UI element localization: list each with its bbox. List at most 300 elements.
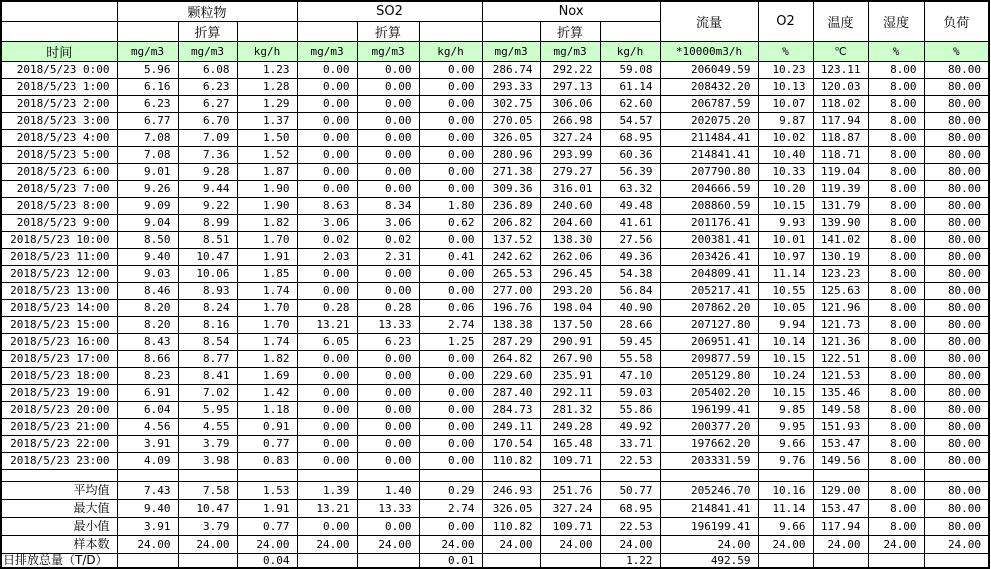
header-row-groups bbox=[1, 1, 989, 22]
value-cell: 56.84 bbox=[600, 283, 660, 300]
value-cell: 277.00 bbox=[482, 283, 540, 300]
value-cell: 1.70 bbox=[237, 300, 297, 317]
value-cell: 293.99 bbox=[540, 147, 600, 164]
time-cell: 2018/5/23 17:00 bbox=[1, 351, 117, 368]
value-cell: 0.28 bbox=[357, 300, 419, 317]
table-row bbox=[1, 453, 989, 470]
value-cell: 2.31 bbox=[357, 249, 419, 266]
value-cell: 139.90 bbox=[813, 215, 868, 232]
value-cell: 63.32 bbox=[600, 181, 660, 198]
value-cell: 7.58 bbox=[178, 482, 237, 500]
value-cell: 0.00 bbox=[297, 283, 357, 300]
value-cell: 10.02 bbox=[758, 130, 813, 147]
value-cell: 211484.41 bbox=[660, 130, 758, 147]
time-cell: 2018/5/23 23:00 bbox=[1, 453, 117, 470]
value-cell: 165.48 bbox=[540, 436, 600, 453]
value-cell: 109.71 bbox=[540, 518, 600, 536]
unit-cell: mg/m3 bbox=[482, 42, 540, 62]
value-cell: 10.47 bbox=[178, 249, 237, 266]
value-cell: 249.11 bbox=[482, 419, 540, 436]
summary-row bbox=[1, 500, 989, 518]
value-cell: 9.93 bbox=[758, 215, 813, 232]
value-cell: 117.94 bbox=[813, 113, 868, 130]
value-cell: 80.00 bbox=[924, 164, 989, 181]
empty-cell bbox=[758, 470, 813, 482]
value-cell: 0.00 bbox=[297, 453, 357, 470]
value-cell: 0.00 bbox=[419, 113, 482, 130]
value-cell: 80.00 bbox=[924, 215, 989, 232]
value-cell: 3.91 bbox=[117, 518, 178, 536]
value-cell: 7.02 bbox=[178, 385, 237, 402]
header-humidity: 湿度 bbox=[868, 1, 924, 42]
value-cell: 492.59 bbox=[660, 554, 758, 569]
value-cell: 80.00 bbox=[924, 181, 989, 198]
value-cell: 200377.20 bbox=[660, 419, 758, 436]
value-cell: 0.06 bbox=[419, 300, 482, 317]
value-cell: 0.00 bbox=[419, 368, 482, 385]
unit-cell: kg/h bbox=[237, 42, 297, 62]
value-cell: 80.00 bbox=[924, 283, 989, 300]
value-cell: 0.00 bbox=[419, 402, 482, 419]
value-cell: 24.00 bbox=[357, 536, 419, 554]
value-cell: 0.00 bbox=[419, 147, 482, 164]
value-cell: 196199.41 bbox=[660, 402, 758, 419]
value-cell: 8.77 bbox=[178, 351, 237, 368]
value-cell: 8.23 bbox=[117, 368, 178, 385]
value-cell: 1.90 bbox=[237, 198, 297, 215]
value-cell: 6.23 bbox=[178, 79, 237, 96]
value-cell: 0.28 bbox=[297, 300, 357, 317]
value-cell: 61.14 bbox=[600, 79, 660, 96]
value-cell: 28.66 bbox=[600, 317, 660, 334]
value-cell: 1.18 bbox=[237, 402, 297, 419]
value-cell: 10.05 bbox=[758, 300, 813, 317]
value-cell: 8.00 bbox=[868, 518, 924, 536]
daily-total-row bbox=[1, 554, 989, 569]
value-cell: 6.23 bbox=[357, 334, 419, 351]
value-cell: 0.00 bbox=[357, 419, 419, 436]
value-cell: 49.48 bbox=[600, 198, 660, 215]
summary-label: 最大值 bbox=[1, 500, 117, 518]
value-cell: 8.00 bbox=[868, 368, 924, 385]
value-cell: 206.82 bbox=[482, 215, 540, 232]
value-cell: 8.00 bbox=[868, 181, 924, 198]
value-cell: 0.02 bbox=[297, 232, 357, 249]
value-cell: 0.00 bbox=[297, 130, 357, 147]
value-cell: 6.27 bbox=[178, 96, 237, 113]
value-cell: 80.00 bbox=[924, 317, 989, 334]
value-cell: 13.33 bbox=[357, 500, 419, 518]
value-cell: 1.91 bbox=[237, 500, 297, 518]
value-cell: 8.00 bbox=[868, 500, 924, 518]
empty-header-cell bbox=[297, 22, 357, 42]
value-cell: 293.33 bbox=[482, 79, 540, 96]
value-cell: 80.00 bbox=[924, 500, 989, 518]
value-cell: 1.28 bbox=[237, 79, 297, 96]
time-cell: 2018/5/23 10:00 bbox=[1, 232, 117, 249]
value-cell: 0.00 bbox=[357, 351, 419, 368]
value-cell: 7.09 bbox=[178, 130, 237, 147]
value-cell: 1.53 bbox=[237, 482, 297, 500]
value-cell bbox=[540, 554, 600, 569]
value-cell: 10.15 bbox=[758, 198, 813, 215]
value-cell: 149.58 bbox=[813, 402, 868, 419]
value-cell: 0.00 bbox=[297, 79, 357, 96]
value-cell: 1.82 bbox=[237, 215, 297, 232]
value-cell: 8.00 bbox=[868, 232, 924, 249]
time-cell: 2018/5/23 0:00 bbox=[1, 62, 117, 79]
value-cell: 0.02 bbox=[357, 232, 419, 249]
value-cell: 0.91 bbox=[237, 419, 297, 436]
value-cell: 1.70 bbox=[237, 232, 297, 249]
value-cell: 4.09 bbox=[117, 453, 178, 470]
value-cell: 131.79 bbox=[813, 198, 868, 215]
value-cell: 264.82 bbox=[482, 351, 540, 368]
value-cell: 59.45 bbox=[600, 334, 660, 351]
value-cell: 49.36 bbox=[600, 249, 660, 266]
value-cell: 10.40 bbox=[758, 147, 813, 164]
empty-cell bbox=[419, 470, 482, 482]
value-cell: 8.99 bbox=[178, 215, 237, 232]
value-cell: 8.00 bbox=[868, 453, 924, 470]
value-cell: 0.00 bbox=[419, 266, 482, 283]
value-cell: 1.74 bbox=[237, 283, 297, 300]
value-cell: 123.23 bbox=[813, 266, 868, 283]
value-cell: 3.06 bbox=[297, 215, 357, 232]
table-row bbox=[1, 317, 989, 334]
value-cell: 246.93 bbox=[482, 482, 540, 500]
value-cell: 204666.59 bbox=[660, 181, 758, 198]
value-cell: 138.38 bbox=[482, 317, 540, 334]
value-cell: 207127.80 bbox=[660, 317, 758, 334]
value-cell: 292.22 bbox=[540, 62, 600, 79]
value-cell: 80.00 bbox=[924, 334, 989, 351]
table-row bbox=[1, 266, 989, 283]
value-cell: 80.00 bbox=[924, 300, 989, 317]
empty-cell bbox=[482, 470, 540, 482]
value-cell: 290.91 bbox=[540, 334, 600, 351]
time-cell: 2018/5/23 22:00 bbox=[1, 436, 117, 453]
table-row bbox=[1, 385, 989, 402]
value-cell: 284.73 bbox=[482, 402, 540, 419]
value-cell: 1.70 bbox=[237, 317, 297, 334]
time-cell: 2018/5/23 9:00 bbox=[1, 215, 117, 232]
value-cell: 0.83 bbox=[237, 453, 297, 470]
value-cell: 0.00 bbox=[419, 62, 482, 79]
value-cell: 236.89 bbox=[482, 198, 540, 215]
value-cell: 55.86 bbox=[600, 402, 660, 419]
value-cell: 0.00 bbox=[297, 368, 357, 385]
table-row bbox=[1, 368, 989, 385]
table-row bbox=[1, 419, 989, 436]
value-cell: 8.00 bbox=[868, 164, 924, 181]
unit-cell: mg/m3 bbox=[117, 42, 178, 62]
value-cell: 5.95 bbox=[178, 402, 237, 419]
value-cell: 327.24 bbox=[540, 500, 600, 518]
value-cell: 8.20 bbox=[117, 317, 178, 334]
value-cell: 0.00 bbox=[357, 518, 419, 536]
unit-cell: mg/m3 bbox=[540, 42, 600, 62]
converted-header-particulate: 折算 bbox=[178, 22, 237, 42]
value-cell: 1.40 bbox=[357, 482, 419, 500]
value-cell: 11.14 bbox=[758, 500, 813, 518]
value-cell: 0.77 bbox=[237, 518, 297, 536]
value-cell: 1.52 bbox=[237, 147, 297, 164]
value-cell: 9.94 bbox=[758, 317, 813, 334]
value-cell: 13.21 bbox=[297, 317, 357, 334]
value-cell: 6.77 bbox=[117, 113, 178, 130]
value-cell: 0.00 bbox=[357, 436, 419, 453]
value-cell: 309.36 bbox=[482, 181, 540, 198]
value-cell: 9.01 bbox=[117, 164, 178, 181]
value-cell: 121.73 bbox=[813, 317, 868, 334]
value-cell: 10.97 bbox=[758, 249, 813, 266]
value-cell: 0.00 bbox=[357, 96, 419, 113]
value-cell: 6.08 bbox=[178, 62, 237, 79]
value-cell bbox=[813, 554, 868, 569]
value-cell: 8.50 bbox=[117, 232, 178, 249]
value-cell: 0.00 bbox=[357, 402, 419, 419]
empty-header-cell bbox=[419, 22, 482, 42]
value-cell: 8.00 bbox=[868, 402, 924, 419]
value-cell: 286.74 bbox=[482, 62, 540, 79]
value-cell: 80.00 bbox=[924, 130, 989, 147]
value-cell: 125.63 bbox=[813, 283, 868, 300]
value-cell: 0.00 bbox=[297, 181, 357, 198]
value-cell: 287.40 bbox=[482, 385, 540, 402]
time-cell: 2018/5/23 18:00 bbox=[1, 368, 117, 385]
value-cell: 137.50 bbox=[540, 317, 600, 334]
value-cell: 80.00 bbox=[924, 79, 989, 96]
value-cell: 8.41 bbox=[178, 368, 237, 385]
value-cell: 0.00 bbox=[357, 62, 419, 79]
value-cell: 0.00 bbox=[419, 351, 482, 368]
value-cell: 5.96 bbox=[117, 62, 178, 79]
value-cell: 203426.41 bbox=[660, 249, 758, 266]
empty-cell bbox=[1, 470, 117, 482]
value-cell: 0.00 bbox=[297, 147, 357, 164]
value-cell: 80.00 bbox=[924, 96, 989, 113]
time-cell: 2018/5/23 11:00 bbox=[1, 249, 117, 266]
value-cell: 130.19 bbox=[813, 249, 868, 266]
value-cell: 1.74 bbox=[237, 334, 297, 351]
value-cell: 4.56 bbox=[117, 419, 178, 436]
value-cell: 8.93 bbox=[178, 283, 237, 300]
summary-label: 日排放总量（T/D） bbox=[1, 554, 117, 569]
empty-cell bbox=[357, 470, 419, 482]
value-cell: 8.00 bbox=[868, 62, 924, 79]
value-cell: 1.50 bbox=[237, 130, 297, 147]
value-cell: 22.53 bbox=[600, 453, 660, 470]
value-cell: 251.76 bbox=[540, 482, 600, 500]
value-cell: 1.87 bbox=[237, 164, 297, 181]
value-cell: 281.32 bbox=[540, 402, 600, 419]
value-cell: 80.00 bbox=[924, 368, 989, 385]
value-cell: 8.43 bbox=[117, 334, 178, 351]
value-cell: 0.00 bbox=[357, 164, 419, 181]
value-cell: 24.00 bbox=[237, 536, 297, 554]
value-cell: 0.00 bbox=[357, 113, 419, 130]
value-cell: 80.00 bbox=[924, 419, 989, 436]
empty-cell bbox=[600, 470, 660, 482]
time-cell: 2018/5/23 8:00 bbox=[1, 198, 117, 215]
value-cell bbox=[758, 554, 813, 569]
value-cell: 141.02 bbox=[813, 232, 868, 249]
value-cell: 118.87 bbox=[813, 130, 868, 147]
value-cell: 208860.59 bbox=[660, 198, 758, 215]
group-header-nox: Nox bbox=[482, 1, 660, 22]
value-cell: 6.70 bbox=[178, 113, 237, 130]
value-cell: 9.26 bbox=[117, 181, 178, 198]
value-cell: 47.10 bbox=[600, 368, 660, 385]
value-cell: 0.62 bbox=[419, 215, 482, 232]
corner-cell bbox=[1, 1, 117, 22]
summary-label: 最小值 bbox=[1, 518, 117, 536]
time-cell: 2018/5/23 20:00 bbox=[1, 402, 117, 419]
value-cell: 293.20 bbox=[540, 283, 600, 300]
value-cell: 24.00 bbox=[868, 536, 924, 554]
summary-row bbox=[1, 536, 989, 554]
value-cell: 3.79 bbox=[178, 518, 237, 536]
value-cell: 22.53 bbox=[600, 518, 660, 536]
value-cell: 10.24 bbox=[758, 368, 813, 385]
value-cell: 8.00 bbox=[868, 215, 924, 232]
table-row bbox=[1, 334, 989, 351]
value-cell bbox=[482, 554, 540, 569]
value-cell: 203331.59 bbox=[660, 453, 758, 470]
value-cell: 10.15 bbox=[758, 385, 813, 402]
value-cell: 297.13 bbox=[540, 79, 600, 96]
value-cell: 54.57 bbox=[600, 113, 660, 130]
table-row bbox=[1, 164, 989, 181]
value-cell: 9.66 bbox=[758, 518, 813, 536]
value-cell: 205129.80 bbox=[660, 368, 758, 385]
value-cell: 9.95 bbox=[758, 419, 813, 436]
value-cell: 270.05 bbox=[482, 113, 540, 130]
value-cell: 0.00 bbox=[357, 181, 419, 198]
value-cell: 9.04 bbox=[117, 215, 178, 232]
table-row bbox=[1, 147, 989, 164]
value-cell: 10.14 bbox=[758, 334, 813, 351]
value-cell: 8.00 bbox=[868, 249, 924, 266]
value-cell: 137.52 bbox=[482, 232, 540, 249]
value-cell: 8.00 bbox=[868, 334, 924, 351]
value-cell: 242.62 bbox=[482, 249, 540, 266]
unit-cell: kg/h bbox=[419, 42, 482, 62]
value-cell: 2.74 bbox=[419, 317, 482, 334]
value-cell: 24.00 bbox=[540, 536, 600, 554]
value-cell: 6.23 bbox=[117, 96, 178, 113]
time-cell: 2018/5/23 1:00 bbox=[1, 79, 117, 96]
value-cell: 80.00 bbox=[924, 62, 989, 79]
value-cell: 296.45 bbox=[540, 266, 600, 283]
value-cell: 0.00 bbox=[357, 130, 419, 147]
value-cell: 279.27 bbox=[540, 164, 600, 181]
value-cell: 59.08 bbox=[600, 62, 660, 79]
value-cell: 80.00 bbox=[924, 436, 989, 453]
value-cell: 7.43 bbox=[117, 482, 178, 500]
value-cell: 7.08 bbox=[117, 130, 178, 147]
unit-cell: mg/m3 bbox=[297, 42, 357, 62]
value-cell: 80.00 bbox=[924, 266, 989, 283]
summary-row bbox=[1, 482, 989, 500]
table-row bbox=[1, 96, 989, 113]
value-cell: 121.36 bbox=[813, 334, 868, 351]
time-cell: 2018/5/23 6:00 bbox=[1, 164, 117, 181]
value-cell: 0.00 bbox=[357, 453, 419, 470]
value-cell: 271.38 bbox=[482, 164, 540, 181]
header-flow: 流量 bbox=[660, 1, 758, 42]
value-cell: 119.39 bbox=[813, 181, 868, 198]
value-cell: 13.33 bbox=[357, 317, 419, 334]
value-cell: 0.00 bbox=[357, 147, 419, 164]
value-cell: 1.69 bbox=[237, 368, 297, 385]
value-cell: 1.39 bbox=[297, 482, 357, 500]
value-cell: 0.00 bbox=[297, 436, 357, 453]
value-cell: 80.00 bbox=[924, 232, 989, 249]
group-header-so2: SO2 bbox=[297, 1, 482, 22]
value-cell: 8.24 bbox=[178, 300, 237, 317]
value-cell: 287.29 bbox=[482, 334, 540, 351]
value-cell: 121.96 bbox=[813, 300, 868, 317]
value-cell: 204.60 bbox=[540, 215, 600, 232]
value-cell: 24.00 bbox=[482, 536, 540, 554]
value-cell: 204809.41 bbox=[660, 266, 758, 283]
value-cell: 202075.20 bbox=[660, 113, 758, 130]
value-cell: 110.82 bbox=[482, 518, 540, 536]
unit-cell: % bbox=[758, 42, 813, 62]
value-cell: 0.00 bbox=[297, 385, 357, 402]
time-cell: 2018/5/23 16:00 bbox=[1, 334, 117, 351]
unit-cell: mg/m3 bbox=[357, 42, 419, 62]
converted-header-so2: 折算 bbox=[357, 22, 419, 42]
value-cell: 0.00 bbox=[419, 79, 482, 96]
value-cell: 8.00 bbox=[868, 79, 924, 96]
value-cell: 149.56 bbox=[813, 453, 868, 470]
value-cell: 0.00 bbox=[357, 79, 419, 96]
value-cell: 8.00 bbox=[868, 482, 924, 500]
value-cell: 8.66 bbox=[117, 351, 178, 368]
value-cell: 206787.59 bbox=[660, 96, 758, 113]
value-cell: 3.79 bbox=[178, 436, 237, 453]
value-cell bbox=[868, 554, 924, 569]
value-cell: 0.00 bbox=[419, 419, 482, 436]
value-cell: 153.47 bbox=[813, 500, 868, 518]
value-cell: 0.00 bbox=[357, 368, 419, 385]
value-cell: 49.92 bbox=[600, 419, 660, 436]
value-cell: 280.96 bbox=[482, 147, 540, 164]
value-cell: 9.22 bbox=[178, 198, 237, 215]
value-cell: 235.91 bbox=[540, 368, 600, 385]
value-cell: 122.51 bbox=[813, 351, 868, 368]
value-cell: 80.00 bbox=[924, 198, 989, 215]
value-cell: 8.46 bbox=[117, 283, 178, 300]
value-cell: 120.03 bbox=[813, 79, 868, 96]
table-row bbox=[1, 215, 989, 232]
value-cell: 50.77 bbox=[600, 482, 660, 500]
unit-cell: ℃ bbox=[813, 42, 868, 62]
value-cell: 1.37 bbox=[237, 113, 297, 130]
time-cell: 2018/5/23 5:00 bbox=[1, 147, 117, 164]
value-cell: 9.28 bbox=[178, 164, 237, 181]
value-cell: 6.04 bbox=[117, 402, 178, 419]
table-row bbox=[1, 198, 989, 215]
empty-cell bbox=[813, 470, 868, 482]
value-cell: 10.15 bbox=[758, 351, 813, 368]
value-cell: 7.36 bbox=[178, 147, 237, 164]
value-cell: 138.30 bbox=[540, 232, 600, 249]
value-cell: 200381.41 bbox=[660, 232, 758, 249]
